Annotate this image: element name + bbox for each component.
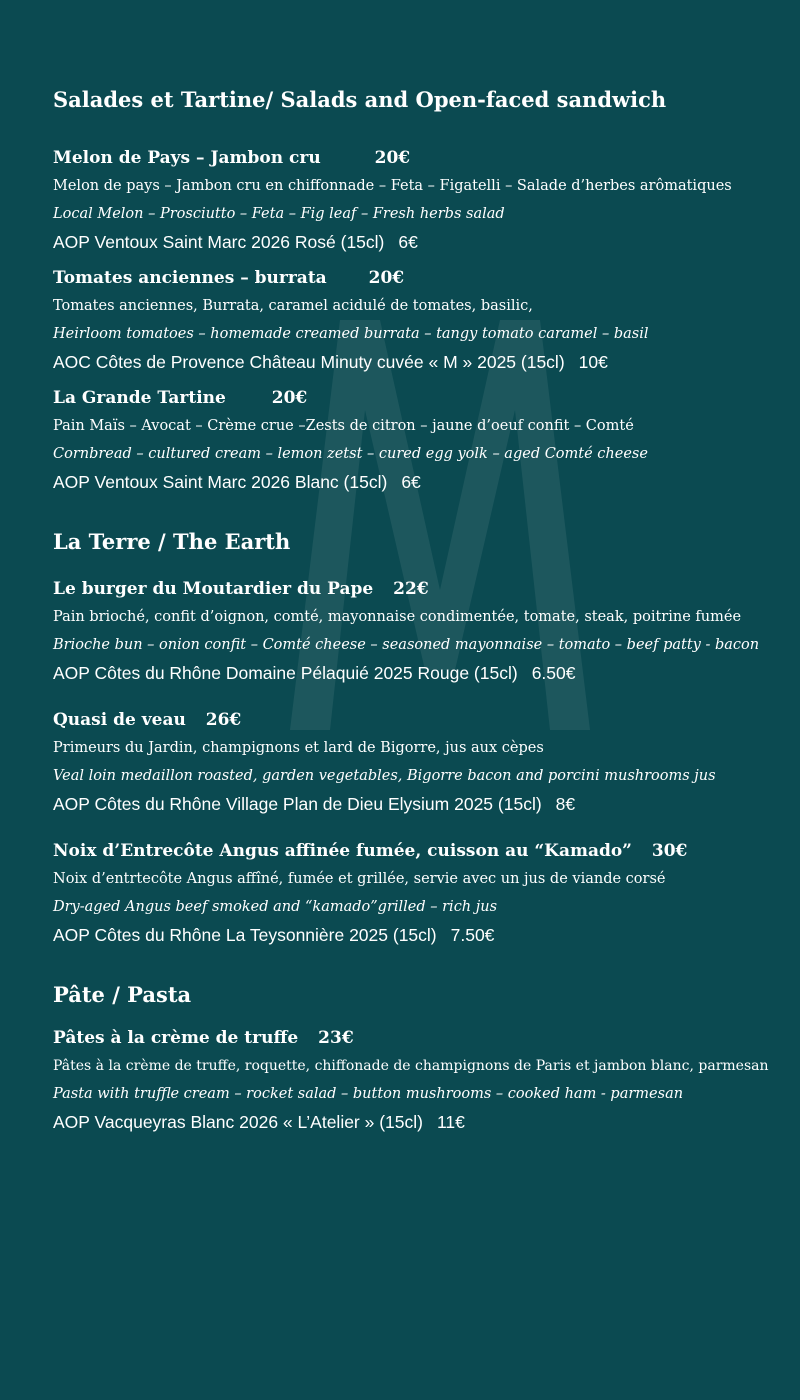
dish-description-en: Dry-aged Angus beef smoked and “kamado”grilled – rich jus [53,899,498,915]
dish-description-fr: Pâtes à la crème de truffe, roquette, chiffonade de champignons de Paris et jambon blanc, parmesan [53,1058,769,1074]
dish-description-fr: Noix d’entrtecôte Angus affîné, fumée et grillée, servie avec un jus de viande corsé [53,871,666,887]
dish-price: 30€ [651,841,688,861]
wine-price: 8€ [555,794,576,814]
wine-price: 7.50€ [450,925,495,945]
wine-price: 6€ [398,232,418,252]
dish-veal [53,709,793,816]
dish-description-en: Veal loin medaillon roasted, garden vegetables, Bigorre bacon and porcini mushrooms jus [53,768,716,784]
dish-price: 20€ [368,268,405,288]
dish-price: 20€ [271,388,308,408]
wine-pairing: AOP Côtes du Rhône Domaine Pélaquié 2025 Rouge (15cl) [53,663,518,683]
wine-pairing: AOC Côtes de Provence Château Minuty cuvée « M » 2025 (15cl) [53,352,565,372]
wine-price: 6€ [401,472,421,492]
menu-page [53,86,793,1134]
section-title-earth: La Terre / The Earth [53,529,291,554]
wine-pairing: AOP Ventoux Saint Marc 2026 Blanc (15cl) [53,472,388,492]
dish-price: 23€ [318,1028,354,1048]
dish-name: Quasi de veau [53,710,186,730]
dish-price: 20€ [374,148,411,168]
dish-name: Pâtes à la crème de truffe [53,1028,299,1048]
wine-pairing: AOP Vacqueyras Blanc 2026 « L’Atelier » (15cl) [53,1112,423,1132]
dish-description-en: Pasta with truffle cream – rocket salad – button mushrooms – cooked ham - parmesan [53,1086,684,1102]
dish-tartine [53,387,793,494]
dish-price: 22€ [393,579,429,599]
dish-description-en: Brioche bun – onion confit – Comté cheese – seasoned mayonnaise – tomato – beef patty - bacon [53,637,760,653]
dish-entrecote [53,840,793,947]
wine-price: 10€ [578,352,608,372]
dish-melon [53,147,793,254]
dish-description-fr: Primeurs du Jardin, champignons et lard de Bigorre, jus aux cèpes [53,740,544,756]
wine-price: 6.50€ [531,663,576,683]
dish-description-fr: Melon de pays – Jambon cru en chiffonnade – Feta – Figatelli – Salade d’herbes arômatiques [53,178,732,194]
dish-description-en: Cornbread – cultured cream – lemon zetst – cured egg yolk – aged Comté cheese [53,446,648,462]
section-title-salads: Salades et Tartine/ Salads and Open-faced sandwich [53,87,667,112]
dish-description-en: Heirloom tomatoes – homemade creamed burrata – tangy tomato caramel – basil [53,326,649,342]
dish-name: Tomates anciennes – burrata [53,268,327,288]
wine-price: 11€ [436,1112,465,1132]
dish-name: Le burger du Moutardier du Pape [53,579,374,599]
dish-description-fr: Tomates anciennes, Burrata, caramel acidulé de tomates, basilic, [53,298,533,314]
dish-name: Melon de Pays – Jambon cru [53,148,321,168]
dish-description-fr: Pain Maïs – Avocat – Crème crue –Zests de citron – jaune d’oeuf confit – Comté [53,418,634,434]
dish-price: 26€ [205,710,242,730]
wine-pairing: AOP Côtes du Rhône La Teysonnière 2025 (15cl) [53,925,437,945]
dish-tomatoes [53,267,793,374]
dish-burger [53,578,793,685]
dish-description-fr: Pain brioché, confit d’oignon, comté, mayonnaise condimentée, tomate, steak, poitrine fumée [53,609,742,625]
section-title-pasta: Pâte / Pasta [53,982,192,1007]
dish-name: Noix d’Entrecôte Angus affinée fumée, cuisson au “Kamado” [53,841,632,861]
wine-pairing: AOP Côtes du Rhône Village Plan de Dieu Elysium 2025 (15cl) [53,794,542,814]
dish-name: La Grande Tartine [53,388,226,408]
wine-pairing: AOP Ventoux Saint Marc 2026 Rosé (15cl) [53,232,385,252]
dish-truffle-pasta [53,1027,793,1134]
dish-description-en: Local Melon – Prosciutto – Feta – Fig leaf – Fresh herbs salad [53,206,505,222]
